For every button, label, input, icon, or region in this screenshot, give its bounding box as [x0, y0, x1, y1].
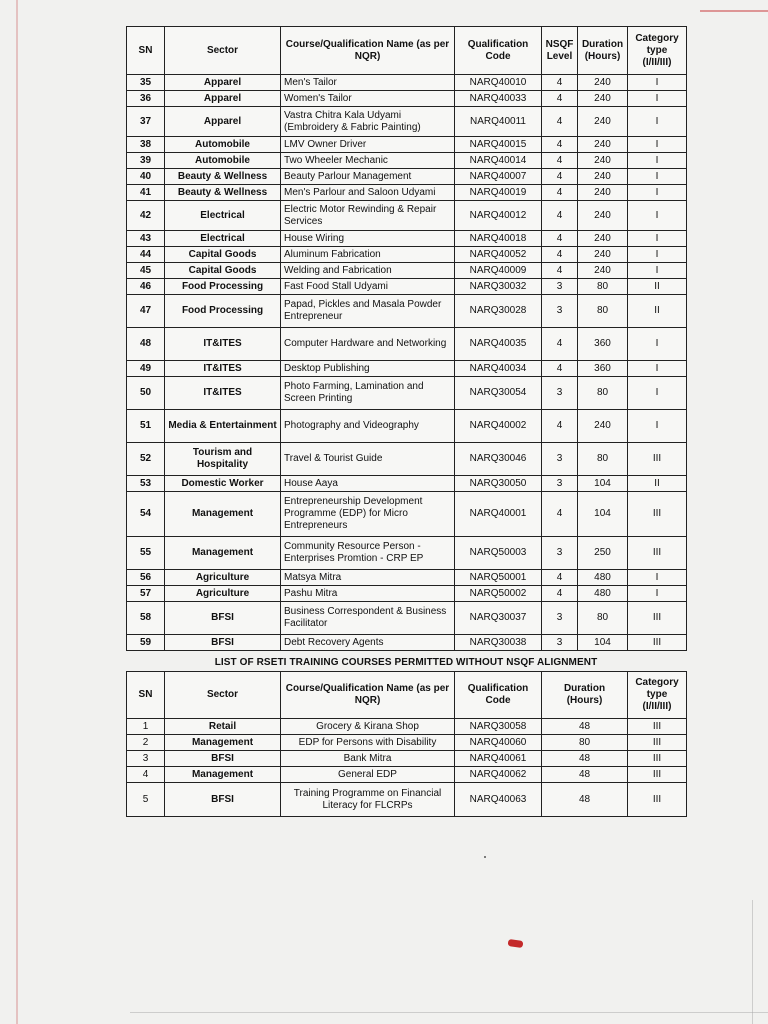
table-cell: Capital Goods: [165, 263, 281, 279]
table-cell: Apparel: [165, 91, 281, 107]
table-cell: Beauty & Wellness: [165, 185, 281, 201]
table-cell: NARQ40033: [455, 91, 542, 107]
table-cell: 48: [542, 751, 628, 767]
table-cell: General EDP: [281, 767, 455, 783]
table-cell: 53: [127, 476, 165, 492]
table-cell: Travel & Tourist Guide: [281, 443, 455, 476]
table-cell: Food Processing: [165, 279, 281, 295]
table-cell: Photography and Videography: [281, 410, 455, 443]
page-edge-right: [752, 900, 753, 1024]
table-cell: 35: [127, 75, 165, 91]
table-cell: Electric Motor Rewinding & Repair Services: [281, 201, 455, 231]
table-cell: Management: [165, 735, 281, 751]
table-cell: I: [628, 153, 687, 169]
table-cell: NARQ30046: [455, 443, 542, 476]
table-cell: Agriculture: [165, 570, 281, 586]
table-row: [127, 767, 687, 783]
table-cell: 37: [127, 107, 165, 137]
table-cell: House Aaya: [281, 476, 455, 492]
page-edge-top: [700, 10, 768, 12]
table-cell: NARQ40034: [455, 361, 542, 377]
table-cell: 45: [127, 263, 165, 279]
table-cell: 4: [542, 169, 578, 185]
table-cell: 52: [127, 443, 165, 476]
table-cell: Photo Farming, Lamination and Screen Printing: [281, 377, 455, 410]
table-cell: Domestic Worker: [165, 476, 281, 492]
table-cell: I: [628, 410, 687, 443]
table-row: [127, 537, 687, 570]
table-row: [127, 602, 687, 635]
table-row: [127, 75, 687, 91]
table-cell: 36: [127, 91, 165, 107]
table-cell: NARQ40060: [455, 735, 542, 751]
table-cell: 47: [127, 295, 165, 328]
column-header: SN: [127, 672, 165, 719]
table-cell: II: [628, 295, 687, 328]
table-cell: Automobile: [165, 137, 281, 153]
table-cell: 50: [127, 377, 165, 410]
table-cell: III: [628, 602, 687, 635]
table-cell: 240: [578, 231, 628, 247]
table-cell: 39: [127, 153, 165, 169]
table-cell: 59: [127, 635, 165, 651]
table-cell: 80: [578, 443, 628, 476]
table-row: [127, 361, 687, 377]
table-cell: 3: [542, 443, 578, 476]
table-cell: 480: [578, 586, 628, 602]
table-cell: 58: [127, 602, 165, 635]
table-cell: 57: [127, 586, 165, 602]
table-cell: 240: [578, 410, 628, 443]
table-cell: 4: [542, 361, 578, 377]
table-row: [127, 735, 687, 751]
table-cell: IT&ITES: [165, 328, 281, 361]
nsqf-courses-table: [126, 26, 687, 651]
table-cell: 4: [542, 107, 578, 137]
table-cell: II: [628, 279, 687, 295]
table-row: [127, 295, 687, 328]
table-row: [127, 492, 687, 537]
table-cell: Media & Entertainment: [165, 410, 281, 443]
table-cell: I: [628, 263, 687, 279]
table-cell: 48: [542, 783, 628, 817]
table-cell: III: [628, 719, 687, 735]
table-cell: 80: [578, 377, 628, 410]
table-cell: 4: [542, 410, 578, 443]
table-cell: 43: [127, 231, 165, 247]
table-cell: Beauty & Wellness: [165, 169, 281, 185]
table-cell: Automobile: [165, 153, 281, 169]
table-row: [127, 137, 687, 153]
page-edge-bottom: [130, 1012, 768, 1013]
table-cell: BFSI: [165, 602, 281, 635]
table-cell: LMV Owner Driver: [281, 137, 455, 153]
table-cell: I: [628, 231, 687, 247]
table-cell: NARQ50003: [455, 537, 542, 570]
table-cell: 42: [127, 201, 165, 231]
table-cell: Training Programme on Financial Literacy for FLCRPs: [281, 783, 455, 817]
table-cell: House Wiring: [281, 231, 455, 247]
table-cell: I: [628, 169, 687, 185]
table-row: [127, 169, 687, 185]
table-cell: 46: [127, 279, 165, 295]
table-cell: 240: [578, 247, 628, 263]
table-cell: NARQ40002: [455, 410, 542, 443]
table-cell: 56: [127, 570, 165, 586]
table-cell: 80: [578, 602, 628, 635]
table-cell: 54: [127, 492, 165, 537]
table-cell: NARQ40009: [455, 263, 542, 279]
table-cell: 38: [127, 137, 165, 153]
table-cell: 104: [578, 492, 628, 537]
table-cell: 4: [542, 137, 578, 153]
table-cell: NARQ40015: [455, 137, 542, 153]
table-row: [127, 377, 687, 410]
table-row: [127, 247, 687, 263]
column-header: Sector: [165, 27, 281, 75]
table-cell: Capital Goods: [165, 247, 281, 263]
red-ink-mark: [508, 939, 524, 948]
table-cell: 4: [542, 185, 578, 201]
table-row: [127, 107, 687, 137]
table-cell: NARQ40011: [455, 107, 542, 137]
table-row: [127, 443, 687, 476]
table-cell: 240: [578, 185, 628, 201]
table-cell: I: [628, 201, 687, 231]
table-cell: Desktop Publishing: [281, 361, 455, 377]
column-header: Duration (Hours): [542, 672, 628, 719]
table-cell: Apparel: [165, 107, 281, 137]
table-cell: BFSI: [165, 783, 281, 817]
table-cell: 4: [542, 231, 578, 247]
table-cell: 3: [542, 635, 578, 651]
table-row: [127, 91, 687, 107]
column-header: Qualification Code: [455, 672, 542, 719]
page-edge-left: [16, 0, 18, 1024]
table-cell: I: [628, 377, 687, 410]
table-cell: 2: [127, 735, 165, 751]
table-cell: 240: [578, 107, 628, 137]
table-cell: 4: [542, 201, 578, 231]
table-cell: 4: [542, 570, 578, 586]
table-row: [127, 263, 687, 279]
table-cell: Pashu Mitra: [281, 586, 455, 602]
table-cell: I: [628, 107, 687, 137]
table-cell: Grocery & Kirana Shop: [281, 719, 455, 735]
table-row: [127, 751, 687, 767]
table-cell: 240: [578, 169, 628, 185]
table-cell: I: [628, 328, 687, 361]
table-cell: 4: [542, 75, 578, 91]
table-row: [127, 279, 687, 295]
table-cell: 4: [542, 247, 578, 263]
table-cell: 51: [127, 410, 165, 443]
table-cell: 49: [127, 361, 165, 377]
table-cell: 80: [542, 735, 628, 751]
table-row: [127, 570, 687, 586]
table-row: [127, 201, 687, 231]
table-cell: III: [628, 635, 687, 651]
table-cell: NARQ30058: [455, 719, 542, 735]
table-cell: 3: [542, 476, 578, 492]
column-header: Duration (Hours): [578, 27, 628, 75]
table-cell: Beauty Parlour Management: [281, 169, 455, 185]
table-cell: Entrepreneurship Development Programme (EDP) for Micro Entrepreneurs: [281, 492, 455, 537]
non-nsqf-courses-table: [126, 671, 687, 817]
table-cell: 48: [127, 328, 165, 361]
table-cell: NARQ40007: [455, 169, 542, 185]
table-cell: NARQ40012: [455, 201, 542, 231]
table-cell: I: [628, 570, 687, 586]
table-cell: 4: [542, 153, 578, 169]
table-cell: 4: [542, 263, 578, 279]
table-cell: III: [628, 767, 687, 783]
column-header: Sector: [165, 672, 281, 719]
table-cell: 360: [578, 328, 628, 361]
table-cell: 3: [542, 537, 578, 570]
table-cell: 48: [542, 767, 628, 783]
table-cell: Tourism and Hospitality: [165, 443, 281, 476]
table-cell: 3: [542, 602, 578, 635]
table-row: [127, 328, 687, 361]
table-cell: Computer Hardware and Networking: [281, 328, 455, 361]
table-cell: 80: [578, 295, 628, 328]
table-cell: Business Correspondent & Business Facilitator: [281, 602, 455, 635]
table-cell: I: [628, 185, 687, 201]
table-cell: NARQ40019: [455, 185, 542, 201]
table-cell: 240: [578, 137, 628, 153]
table-cell: 1: [127, 719, 165, 735]
table-cell: NARQ30032: [455, 279, 542, 295]
table-cell: 3: [542, 279, 578, 295]
table-cell: I: [628, 586, 687, 602]
table-cell: Two Wheeler Mechanic: [281, 153, 455, 169]
column-header: Category type (I/II/III): [628, 27, 687, 75]
table-cell: 240: [578, 201, 628, 231]
table-cell: NARQ30038: [455, 635, 542, 651]
table-cell: NARQ40035: [455, 328, 542, 361]
table-cell: Retail: [165, 719, 281, 735]
column-header: Qualification Code: [455, 27, 542, 75]
table-cell: 360: [578, 361, 628, 377]
table-cell: NARQ50001: [455, 570, 542, 586]
table-cell: 55: [127, 537, 165, 570]
table-cell: EDP for Persons with Disability: [281, 735, 455, 751]
table-cell: 44: [127, 247, 165, 263]
table-row: [127, 231, 687, 247]
table-cell: NARQ40010: [455, 75, 542, 91]
table-cell: Matsya Mitra: [281, 570, 455, 586]
table-cell: IT&ITES: [165, 361, 281, 377]
table-cell: Aluminum Fabrication: [281, 247, 455, 263]
table-cell: Women's Tailor: [281, 91, 455, 107]
table-cell: Food Processing: [165, 295, 281, 328]
table-cell: I: [628, 247, 687, 263]
table-cell: NARQ30050: [455, 476, 542, 492]
table-cell: 4: [542, 328, 578, 361]
table-cell: NARQ30028: [455, 295, 542, 328]
table-cell: Management: [165, 537, 281, 570]
table-cell: NARQ40052: [455, 247, 542, 263]
table-cell: III: [628, 537, 687, 570]
table-cell: NARQ40001: [455, 492, 542, 537]
table-cell: 4: [542, 586, 578, 602]
table-cell: Welding and Fabrication: [281, 263, 455, 279]
table-cell: I: [628, 361, 687, 377]
table-cell: III: [628, 751, 687, 767]
table-cell: BFSI: [165, 751, 281, 767]
table-cell: I: [628, 75, 687, 91]
table-cell: 240: [578, 263, 628, 279]
table-cell: IT&ITES: [165, 377, 281, 410]
table-row: [127, 185, 687, 201]
speck: [484, 856, 486, 858]
table-cell: II: [628, 476, 687, 492]
table-cell: NARQ50002: [455, 586, 542, 602]
table-cell: 48: [542, 719, 628, 735]
table-row: [127, 476, 687, 492]
table-cell: I: [628, 137, 687, 153]
table-cell: Papad, Pickles and Masala Powder Entrepreneur: [281, 295, 455, 328]
table-cell: 240: [578, 153, 628, 169]
table-row: [127, 410, 687, 443]
table-cell: NARQ40062: [455, 767, 542, 783]
table-cell: 480: [578, 570, 628, 586]
table-row: [127, 719, 687, 735]
table-cell: 41: [127, 185, 165, 201]
table-cell: Agriculture: [165, 586, 281, 602]
table-cell: 250: [578, 537, 628, 570]
table-cell: III: [628, 735, 687, 751]
table-cell: 240: [578, 91, 628, 107]
column-header: SN: [127, 27, 165, 75]
column-header: NSQF Level: [542, 27, 578, 75]
table-cell: Vastra Chitra Kala Udyami (Embroidery & Fabric Painting): [281, 107, 455, 137]
table-cell: NARQ40061: [455, 751, 542, 767]
table-cell: 5: [127, 783, 165, 817]
table-cell: Electrical: [165, 201, 281, 231]
table-cell: Debt Recovery Agents: [281, 635, 455, 651]
table-cell: I: [628, 91, 687, 107]
table-cell: Apparel: [165, 75, 281, 91]
table-cell: 3: [542, 295, 578, 328]
table-cell: Management: [165, 492, 281, 537]
table-row: [127, 635, 687, 651]
table-cell: 3: [542, 377, 578, 410]
table-cell: 240: [578, 75, 628, 91]
table-cell: III: [628, 783, 687, 817]
table-cell: Management: [165, 767, 281, 783]
table-cell: 104: [578, 476, 628, 492]
table-row: [127, 783, 687, 817]
table-cell: Men's Tailor: [281, 75, 455, 91]
table-cell: 104: [578, 635, 628, 651]
table-row: [127, 153, 687, 169]
column-header: Course/Qualification Name (as per NQR): [281, 27, 455, 75]
table-cell: NARQ40063: [455, 783, 542, 817]
table-cell: BFSI: [165, 635, 281, 651]
table-cell: NARQ30054: [455, 377, 542, 410]
table-cell: 4: [542, 492, 578, 537]
table-cell: III: [628, 443, 687, 476]
table-cell: III: [628, 492, 687, 537]
table-cell: NARQ30037: [455, 602, 542, 635]
table-cell: NARQ40018: [455, 231, 542, 247]
column-header: Category type (I/II/III): [628, 672, 687, 719]
table-cell: 80: [578, 279, 628, 295]
table-cell: Bank Mitra: [281, 751, 455, 767]
table-cell: 4: [542, 91, 578, 107]
table-cell: 40: [127, 169, 165, 185]
table-cell: Fast Food Stall Udyami: [281, 279, 455, 295]
list-caption: LIST OF RSETI TRAINING COURSES PERMITTED WITHOUT NSQF ALIGNMENT: [214, 657, 598, 668]
table-row: [127, 586, 687, 602]
table-cell: 3: [127, 751, 165, 767]
table-cell: Electrical: [165, 231, 281, 247]
table-cell: NARQ40014: [455, 153, 542, 169]
table-cell: Men's Parlour and Saloon Udyami: [281, 185, 455, 201]
column-header: Course/Qualification Name (as per NQR): [281, 672, 455, 719]
table-cell: Community Resource Person - Enterprises Promtion - CRP EP: [281, 537, 455, 570]
table-cell: 4: [127, 767, 165, 783]
